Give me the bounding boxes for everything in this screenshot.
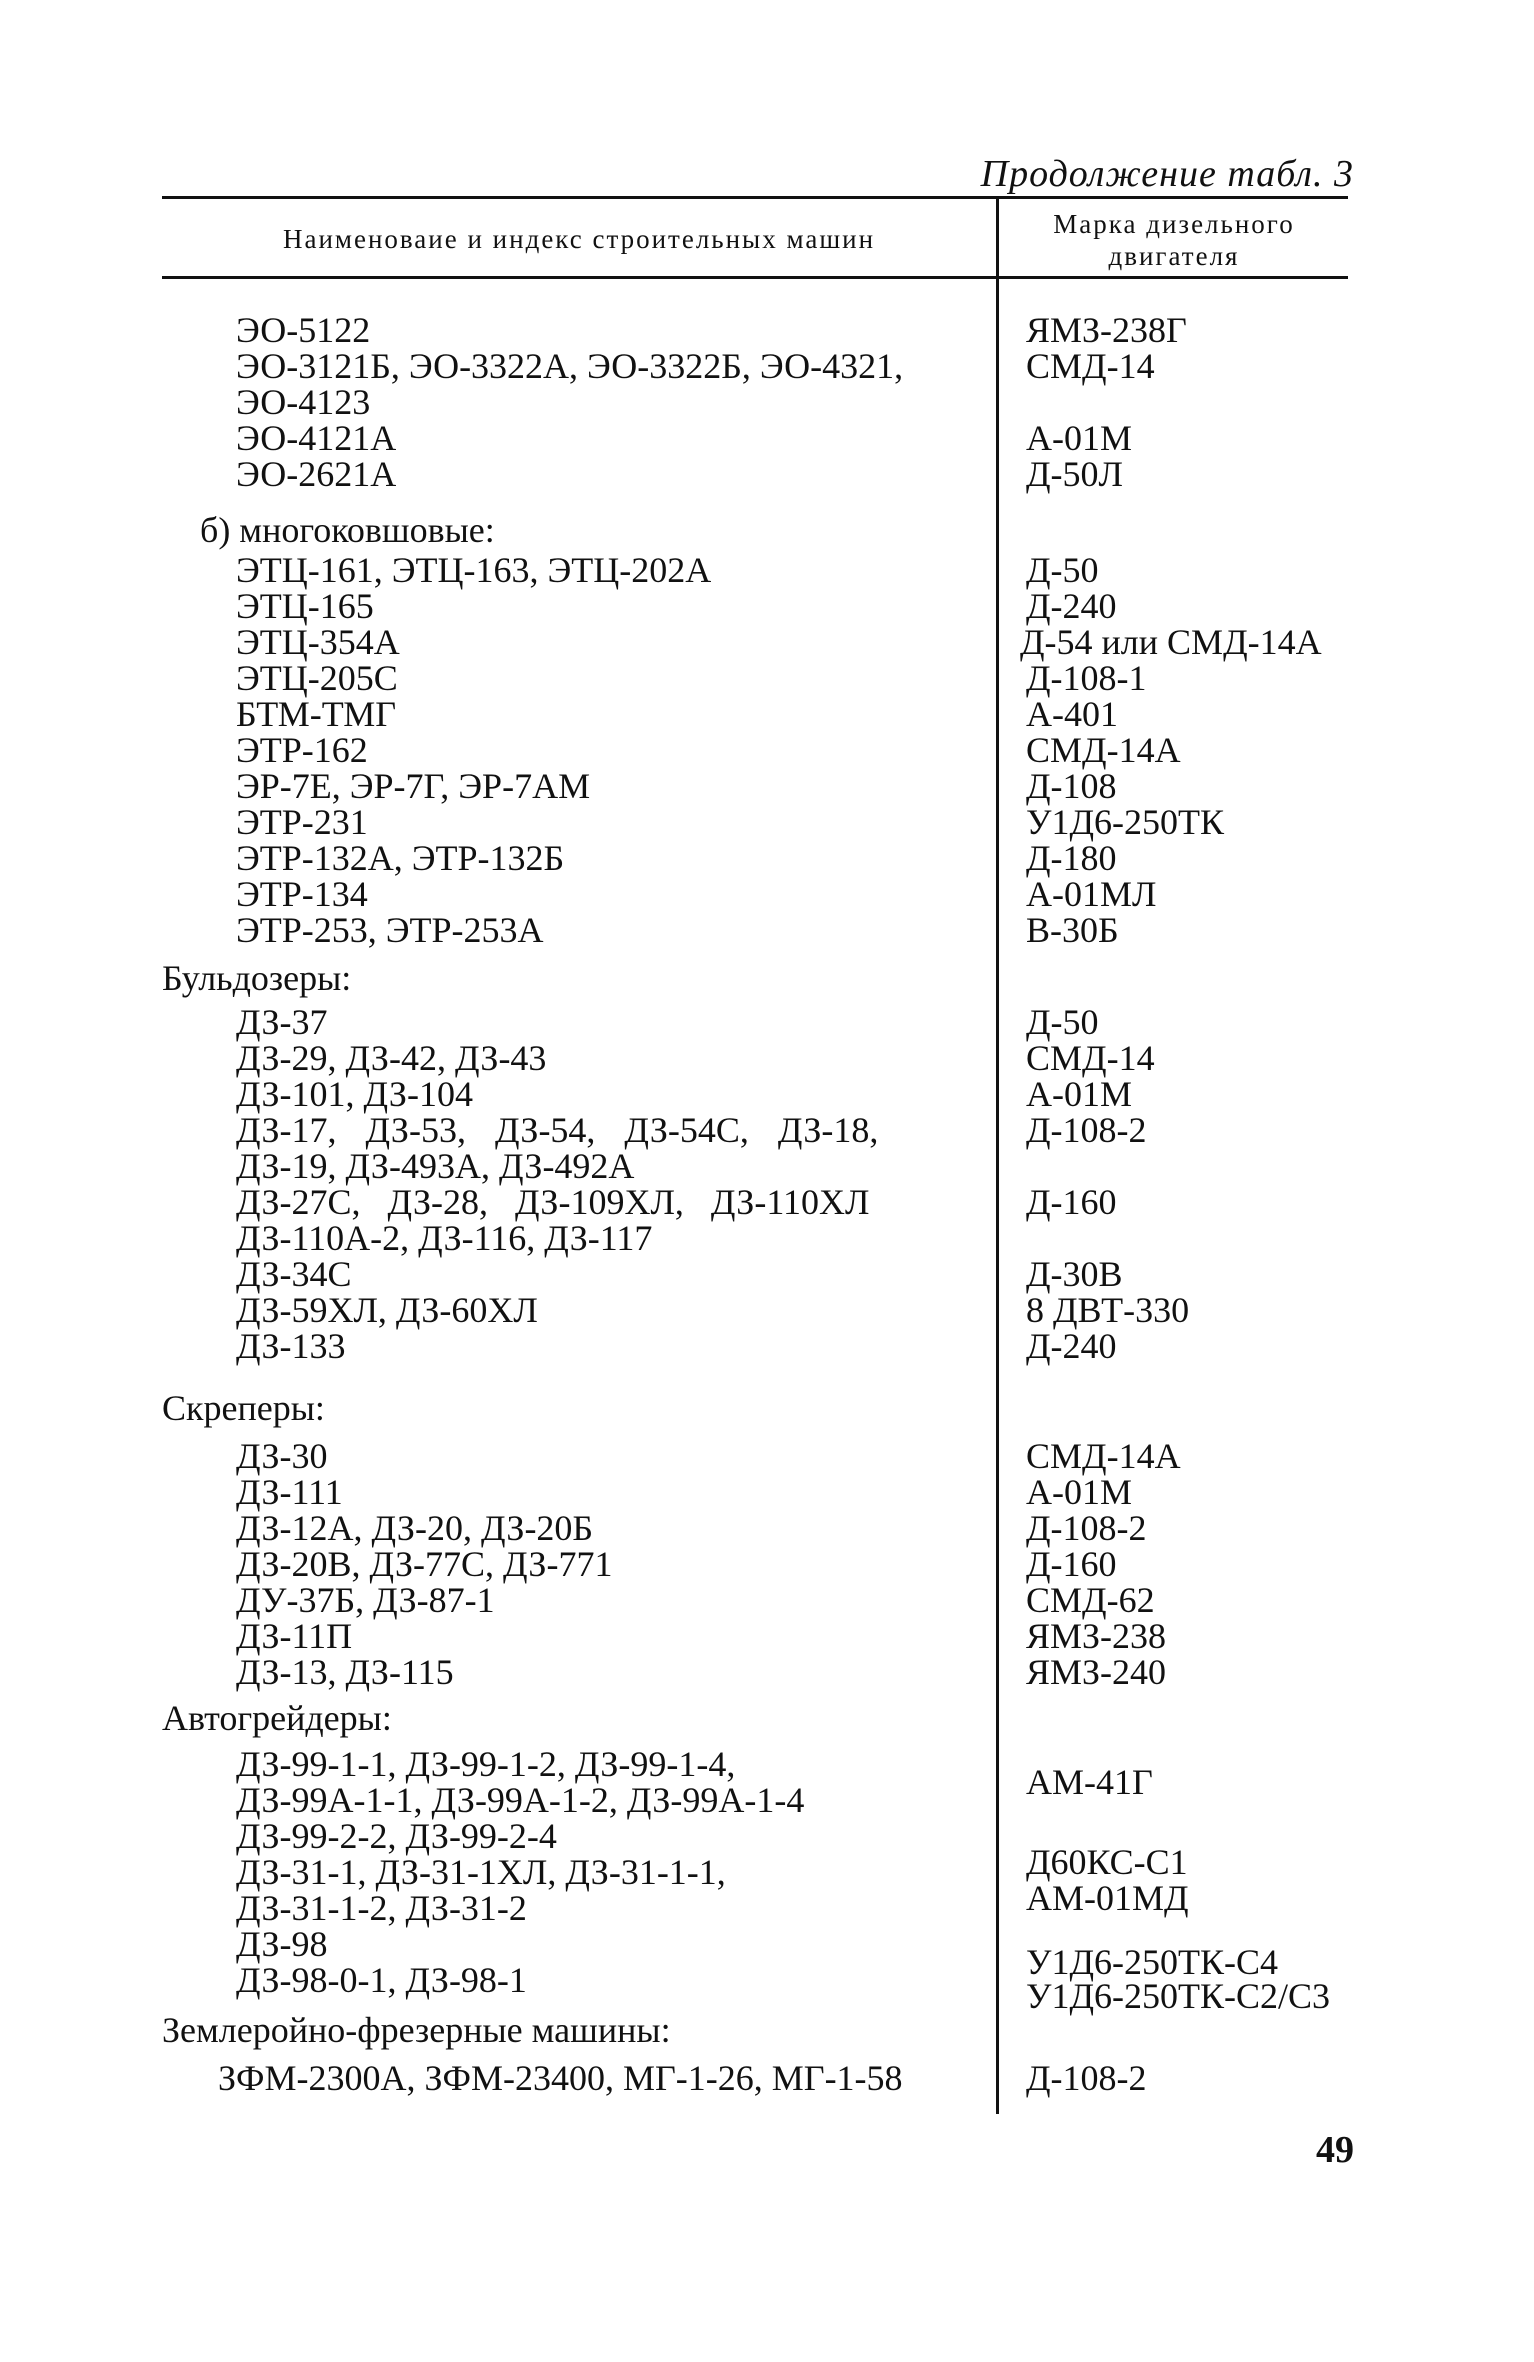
header-column-divider [996, 196, 999, 276]
table-row [0, 1220, 1534, 1256]
table-row [0, 696, 1534, 732]
machine-cell: ЭТЦ-205С [236, 658, 398, 698]
machine-cell: ЭТЦ-161, ЭТЦ-163, ЭТЦ-202А [236, 550, 712, 590]
engine-cell: А-01М [1026, 1472, 1132, 1512]
engine-cell: У1Д6-250ТК-С4 [1026, 1942, 1279, 1982]
table-row [0, 624, 1534, 660]
machine-cell: ЗФМ-2300А, ЗФМ-23400, МГ-1-26, МГ-1-58 [218, 2058, 903, 2098]
section-heading: Скреперы: [162, 1388, 325, 1428]
table-row [0, 1510, 1534, 1546]
engine-cell: Д-240 [1026, 1326, 1117, 1366]
section-heading-row [0, 1700, 1534, 1736]
table-row [0, 2060, 1534, 2096]
table-row [0, 348, 1534, 384]
engine-cell: А-01М [1026, 418, 1132, 458]
table-row [0, 552, 1534, 588]
table-row [0, 1292, 1534, 1328]
engine-cell: У1Д6-250ТК-С2/С3 [1026, 1976, 1331, 2016]
section-heading: Землеройно-фрезерные машины: [162, 2010, 671, 2050]
header-engine-brand [1000, 208, 1348, 272]
header-bottom-rule [162, 276, 1348, 279]
machine-cell: ЭТР-253, ЭТР-253А [236, 910, 544, 950]
engine-cell: Д-30В [1026, 1254, 1123, 1294]
engine-cell: Д-108 [1026, 766, 1117, 806]
machine-cell: БТМ-ТМГ [236, 694, 397, 734]
machine-cell: ДЗ-133 [236, 1326, 346, 1366]
table-row [0, 588, 1534, 624]
engine-cell: СМД-14А [1026, 730, 1181, 770]
engine-cell: Д-50 [1026, 550, 1099, 590]
table-row [0, 1184, 1534, 1220]
header-machine-name: Наименоваие и индекс строительных машин [282, 224, 876, 254]
table-row [0, 1474, 1534, 1510]
engine-cell: Д-240 [1026, 586, 1117, 626]
table-row [0, 1654, 1534, 1690]
table-row [0, 732, 1534, 768]
engine-cell: АМ-41Г [1026, 1762, 1153, 1802]
table-row [0, 384, 1534, 420]
table-row [0, 1112, 1534, 1148]
machine-cell: ДЗ-12А, ДЗ-20, ДЗ-20Б [236, 1508, 594, 1548]
machine-cell: ДУ-37Б, ДЗ-87-1 [236, 1580, 495, 1620]
machine-cell: ЭО-3121Б, ЭО-3322А, ЭО-3322Б, ЭО-4321, [236, 346, 904, 386]
machine-cell: ДЗ-17, ДЗ-53, ДЗ-54, ДЗ-54С, ДЗ-18, [236, 1110, 879, 1150]
engine-cell: А-01МЛ [1026, 874, 1157, 914]
page-number: 49 [1316, 2129, 1354, 2171]
engine-cell: Д-160 [1026, 1544, 1117, 1584]
machine-cell: ЭТР-162 [236, 730, 368, 770]
table-row [0, 312, 1534, 348]
table-row [0, 1618, 1534, 1654]
table-row [0, 1004, 1534, 1040]
header-top-rule [162, 196, 1348, 199]
machine-cell: ЭР-7Е, ЭР-7Г, ЭР-7АМ [236, 766, 591, 806]
engine-cell: Д60КС-С1 [1026, 1842, 1188, 1882]
table-row [0, 420, 1534, 456]
engine-cell: ЯМЗ-238 [1026, 1616, 1167, 1656]
machine-cell: ЭО-2621А [236, 454, 397, 494]
machine-cell: ДЗ-59ХЛ, ДЗ-60ХЛ [236, 1290, 538, 1330]
table-row [0, 1076, 1534, 1112]
section-heading-row [0, 512, 1534, 548]
section-heading: Автогрейдеры: [162, 1698, 392, 1738]
machine-cell: ДЗ-98-0-1, ДЗ-98-1 [236, 1960, 527, 2000]
table-row [0, 1256, 1534, 1292]
engine-cell: Д-180 [1026, 838, 1117, 878]
machine-cell: ДЗ-34С [236, 1254, 352, 1294]
machine-cell: ДЗ-27С, ДЗ-28, ДЗ-109ХЛ, ДЗ-110ХЛ [236, 1182, 870, 1222]
machine-cell: ДЗ-98 [236, 1924, 328, 1964]
engine-cell: Д-160 [1026, 1182, 1117, 1222]
table-row [0, 1582, 1534, 1618]
engine-cell: У1Д6-250ТК [1026, 802, 1225, 842]
table-row [0, 912, 1534, 948]
machine-cell: ДЗ-11П [236, 1616, 353, 1656]
engine-cell: СМД-14 [1026, 1038, 1155, 1078]
machine-cell: ЭТЦ-354А [236, 622, 400, 662]
machine-cell: ДЗ-99А-1-1, ДЗ-99А-1-2, ДЗ-99А-1-4 [236, 1780, 805, 1820]
machine-cell: ДЗ-37 [236, 1002, 328, 1042]
machine-cell: ДЗ-31-1, ДЗ-31-1ХЛ, ДЗ-31-1-1, [236, 1852, 726, 1892]
engine-cell: Д-108-1 [1026, 658, 1147, 698]
engine-cell: СМД-62 [1026, 1580, 1155, 1620]
table-row [0, 1960, 1534, 2016]
machine-cell: ДЗ-31-1-2, ДЗ-31-2 [236, 1888, 527, 1928]
engine-cell: Д-54 или СМД-14А [1020, 622, 1322, 662]
section-heading-row [0, 1390, 1534, 1426]
table-row [0, 1148, 1534, 1184]
machine-cell: ДЗ-99-1-1, ДЗ-99-1-2, ДЗ-99-1-4, [236, 1744, 736, 1784]
machine-cell: ДЗ-101, ДЗ-104 [236, 1074, 473, 1114]
header-engine-brand-line1: Марка дизельного [1053, 209, 1295, 239]
engine-cell: Д-50Л [1026, 454, 1123, 494]
table-row [0, 1546, 1534, 1582]
table-continuation-label: Продолжение табл. 3 [980, 153, 1354, 195]
machine-cell: ДЗ-111 [236, 1472, 343, 1512]
table-row [0, 1818, 1534, 1854]
table-row [0, 1878, 1534, 1928]
machine-cell: ЭТЦ-165 [236, 586, 374, 626]
table-row [0, 804, 1534, 840]
machine-cell: ДЗ-99-2-2, ДЗ-99-2-4 [236, 1816, 557, 1856]
header-engine-brand-line2: двигателя [1108, 241, 1240, 271]
engine-cell: СМД-14 [1026, 346, 1155, 386]
table-row [0, 1328, 1534, 1364]
engine-cell: ЯМЗ-240 [1026, 1652, 1167, 1692]
table-row [0, 876, 1534, 912]
machine-cell: ЭТР-231 [236, 802, 368, 842]
engine-cell: А-01М [1026, 1074, 1132, 1114]
engine-cell: ЯМЗ-238Г [1026, 310, 1187, 350]
table-row [0, 768, 1534, 804]
table-row [0, 660, 1534, 696]
machine-cell: ЭТР-134 [236, 874, 368, 914]
engine-cell: 8 ДВТ-330 [1026, 1290, 1190, 1330]
engine-cell: АМ-01МД [1026, 1878, 1189, 1918]
machine-cell: ЭО-5122 [236, 310, 371, 350]
engine-cell: Д-50 [1026, 1002, 1099, 1042]
engine-cell: Д-108-2 [1026, 1110, 1147, 1150]
engine-cell: Д-108-2 [1026, 2058, 1147, 2098]
engine-cell: В-30Б [1026, 910, 1119, 950]
section-heading: б) многоковшовые: [200, 510, 495, 550]
section-heading-row [0, 960, 1534, 996]
engine-cell: Д-108-2 [1026, 1508, 1147, 1548]
engine-cell: А-401 [1026, 694, 1118, 734]
machine-cell: ЭО-4121А [236, 418, 397, 458]
table-row [0, 1438, 1534, 1474]
section-heading-row [0, 2012, 1534, 2048]
table-row [0, 840, 1534, 876]
engine-cell: СМД-14А [1026, 1436, 1181, 1476]
machine-cell: ДЗ-30 [236, 1436, 328, 1476]
machine-cell: ЭО-4123 [236, 382, 371, 422]
table-row [0, 1746, 1534, 1782]
table-row [0, 456, 1534, 492]
table-row [0, 1842, 1534, 1892]
table-row [0, 1040, 1534, 1076]
machine-cell: ДЗ-110А-2, ДЗ-116, ДЗ-117 [236, 1218, 653, 1258]
machine-cell: ЭТР-132А, ЭТР-132Б [236, 838, 565, 878]
machine-cell: ДЗ-29, ДЗ-42, ДЗ-43 [236, 1038, 547, 1078]
section-heading: Бульдозеры: [162, 958, 352, 998]
machine-cell: ДЗ-19, ДЗ-493А, ДЗ-492А [236, 1146, 635, 1186]
machine-cell: ДЗ-20В, ДЗ-77С, ДЗ-771 [236, 1544, 613, 1584]
machine-cell: ДЗ-13, ДЗ-115 [236, 1652, 454, 1692]
